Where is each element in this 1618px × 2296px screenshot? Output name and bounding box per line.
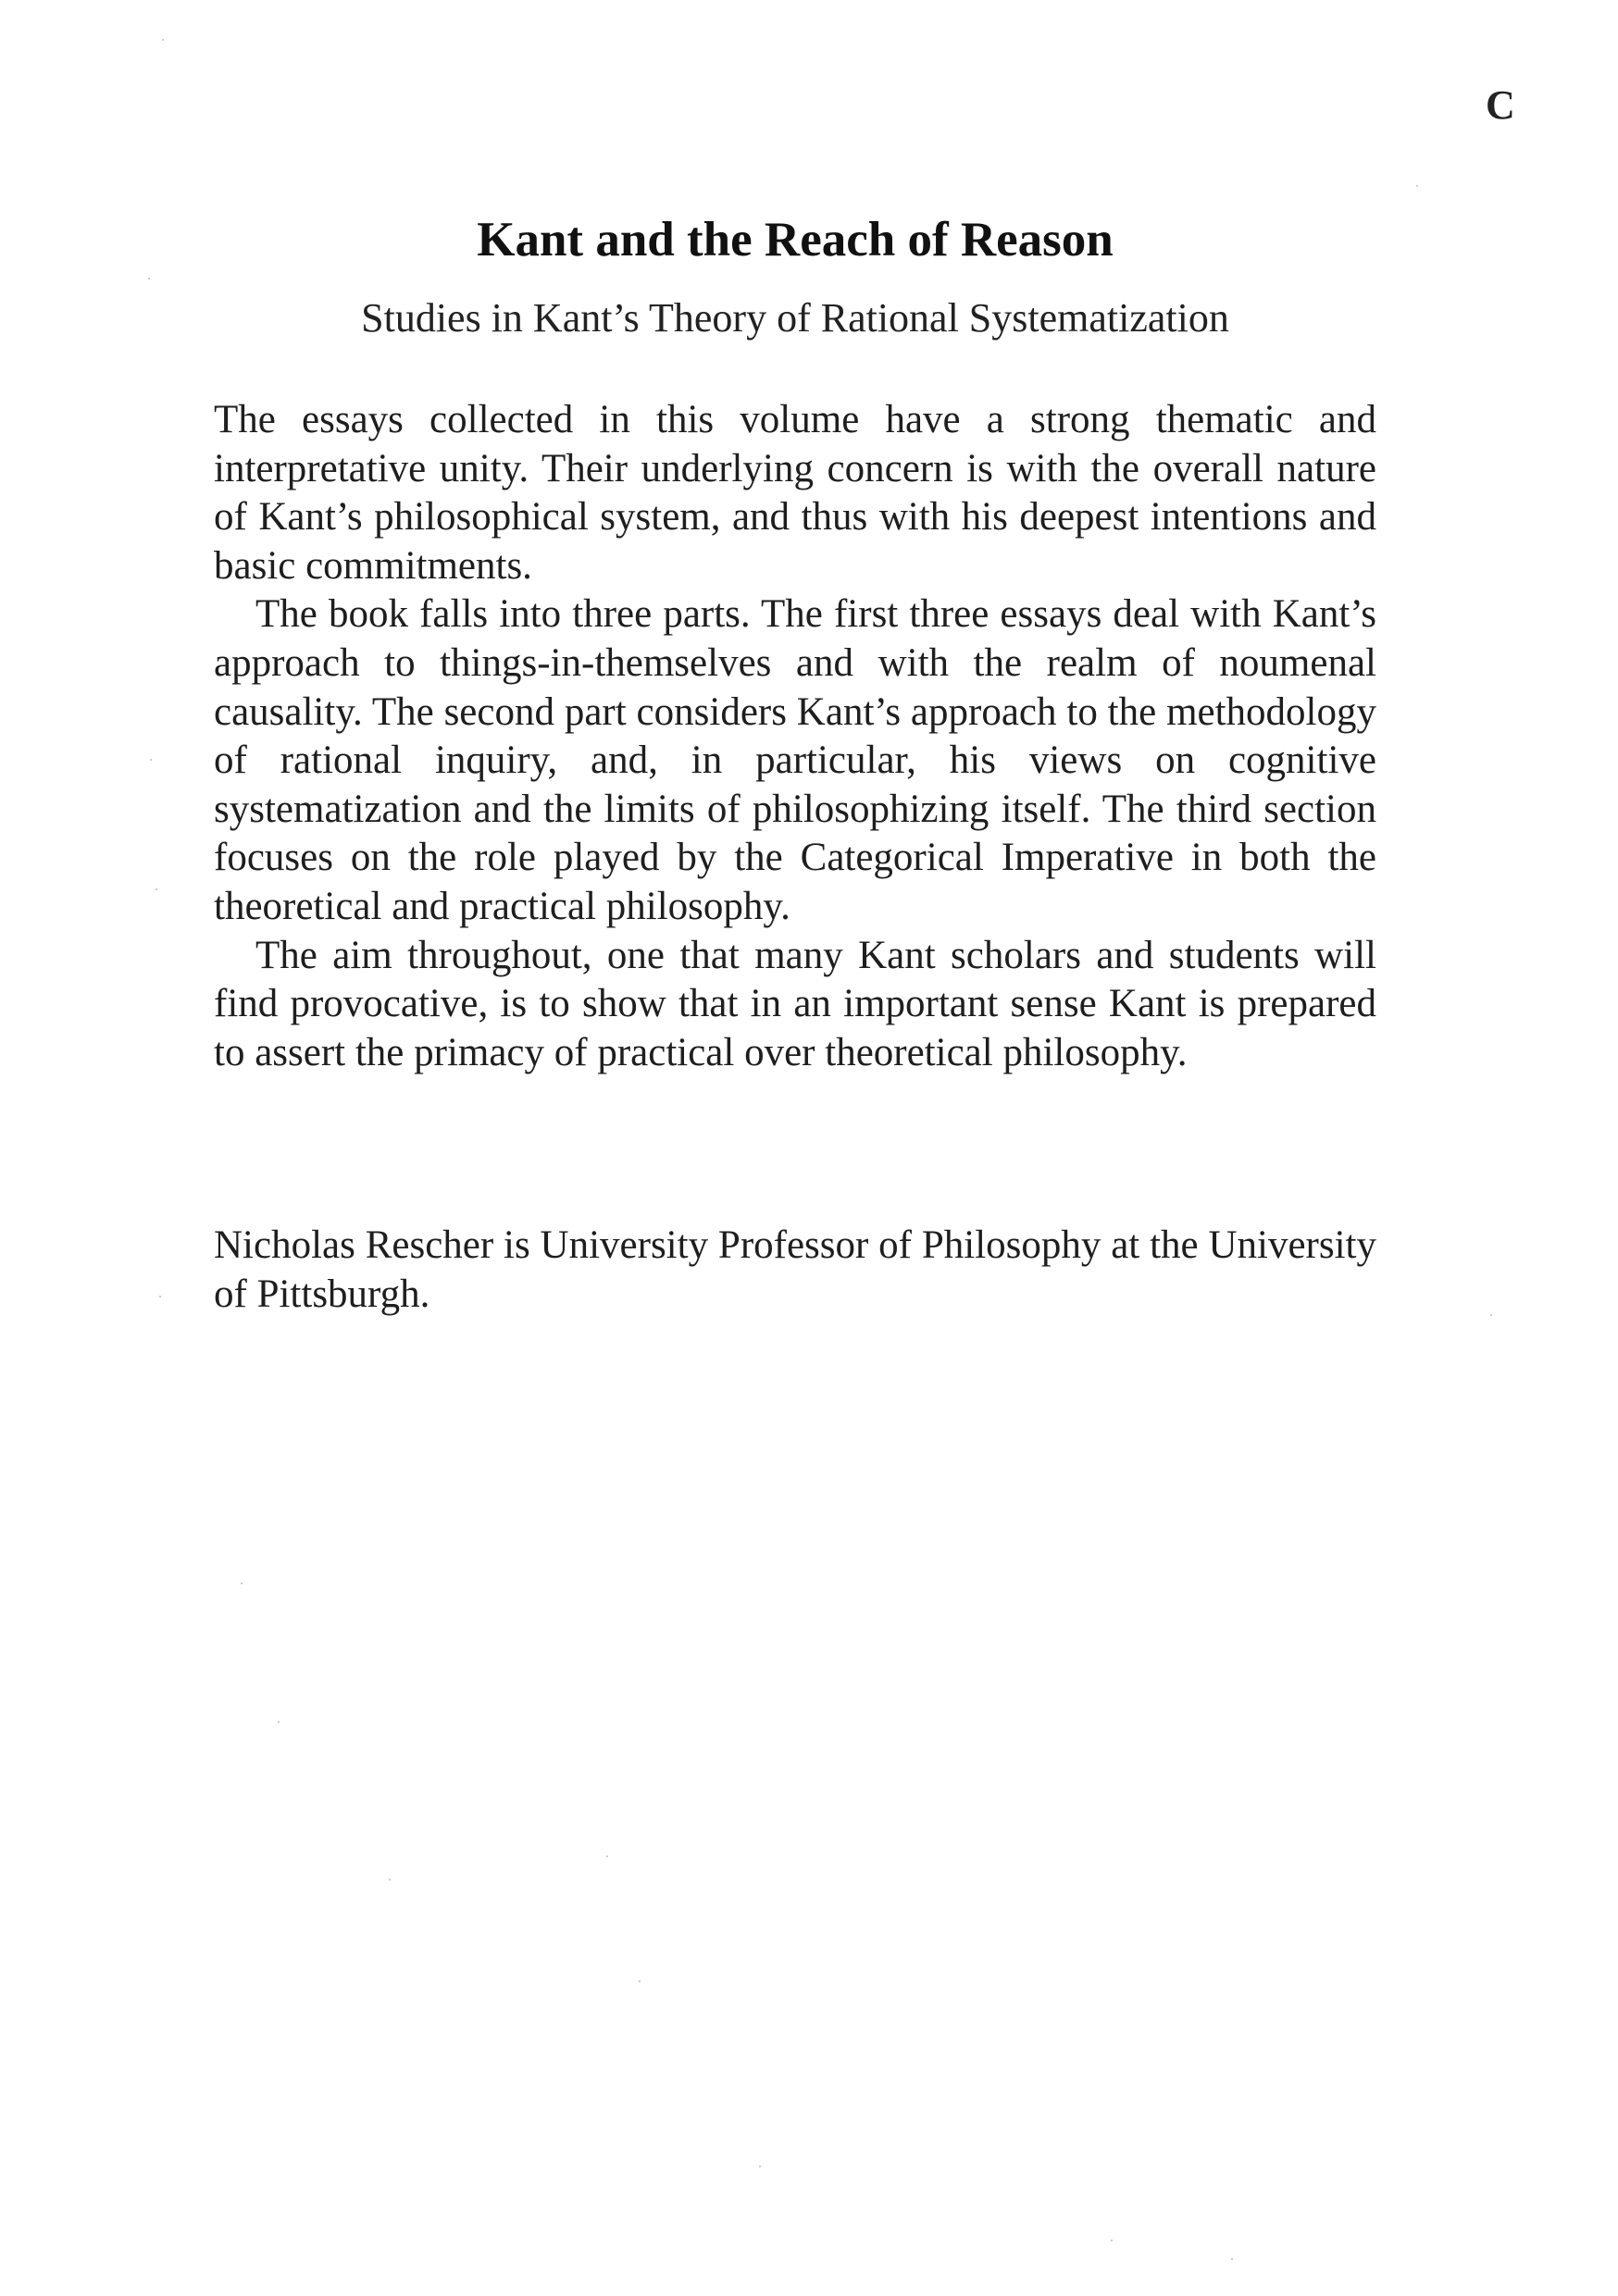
blurb-paragraph-1: The essays collected in this volume have a strong thematic and interpretative unity. Their underlying concern is with the overall nature of Kant’s philosophical system, and thus with his deepest intentions and basic commitments. xyxy=(214,398,1376,588)
author-note: Nicholas Rescher is University Professor of Philosophy at the University of Pittsburgh. xyxy=(214,1223,1376,1316)
scan-speck xyxy=(278,1721,280,1723)
scan-speck xyxy=(159,1296,161,1297)
scan-speck xyxy=(1111,2240,1113,2241)
scan-speck xyxy=(1416,185,1418,187)
book-title: Kant and the Reach of Reason xyxy=(477,213,1114,267)
book-subtitle: Studies in Kant’s Theory of Rational Systematization xyxy=(361,295,1229,341)
scan-speck xyxy=(389,1879,391,1880)
corner-mark: C xyxy=(1486,82,1515,128)
blurb-body xyxy=(214,396,1376,1077)
scan-speck xyxy=(156,888,157,890)
scan-speck xyxy=(162,39,164,41)
scan-speck xyxy=(1490,1314,1492,1316)
scan-speck xyxy=(150,759,152,761)
scan-speck xyxy=(606,1855,608,1857)
scan-speck xyxy=(639,1980,641,1982)
scan-speck xyxy=(1231,2258,1233,2260)
blurb-paragraph-2: The book falls into three parts. The first three essays deal with Kant’s approach to things-in-themselves and with the realm of noumenal causality. The second part considers Kant’s approach to the methodology of rational inquiry, and, in particular, his views on cognitive systematization and the limits of philosophizing itself. The third section focuses on the role played by the Categorical Imperative in both the theoretical and practical philosophy. xyxy=(214,592,1376,928)
blurb-paragraph-3: The aim throughout, one that many Kant scholars and students will find provocative, is to show that in an important sense Kant is prepared to assert the primacy of practical over theoretical philosophy. xyxy=(214,933,1376,1074)
scan-speck xyxy=(148,278,150,279)
scan-speck xyxy=(241,1582,243,1584)
scan-speck xyxy=(759,2166,761,2167)
